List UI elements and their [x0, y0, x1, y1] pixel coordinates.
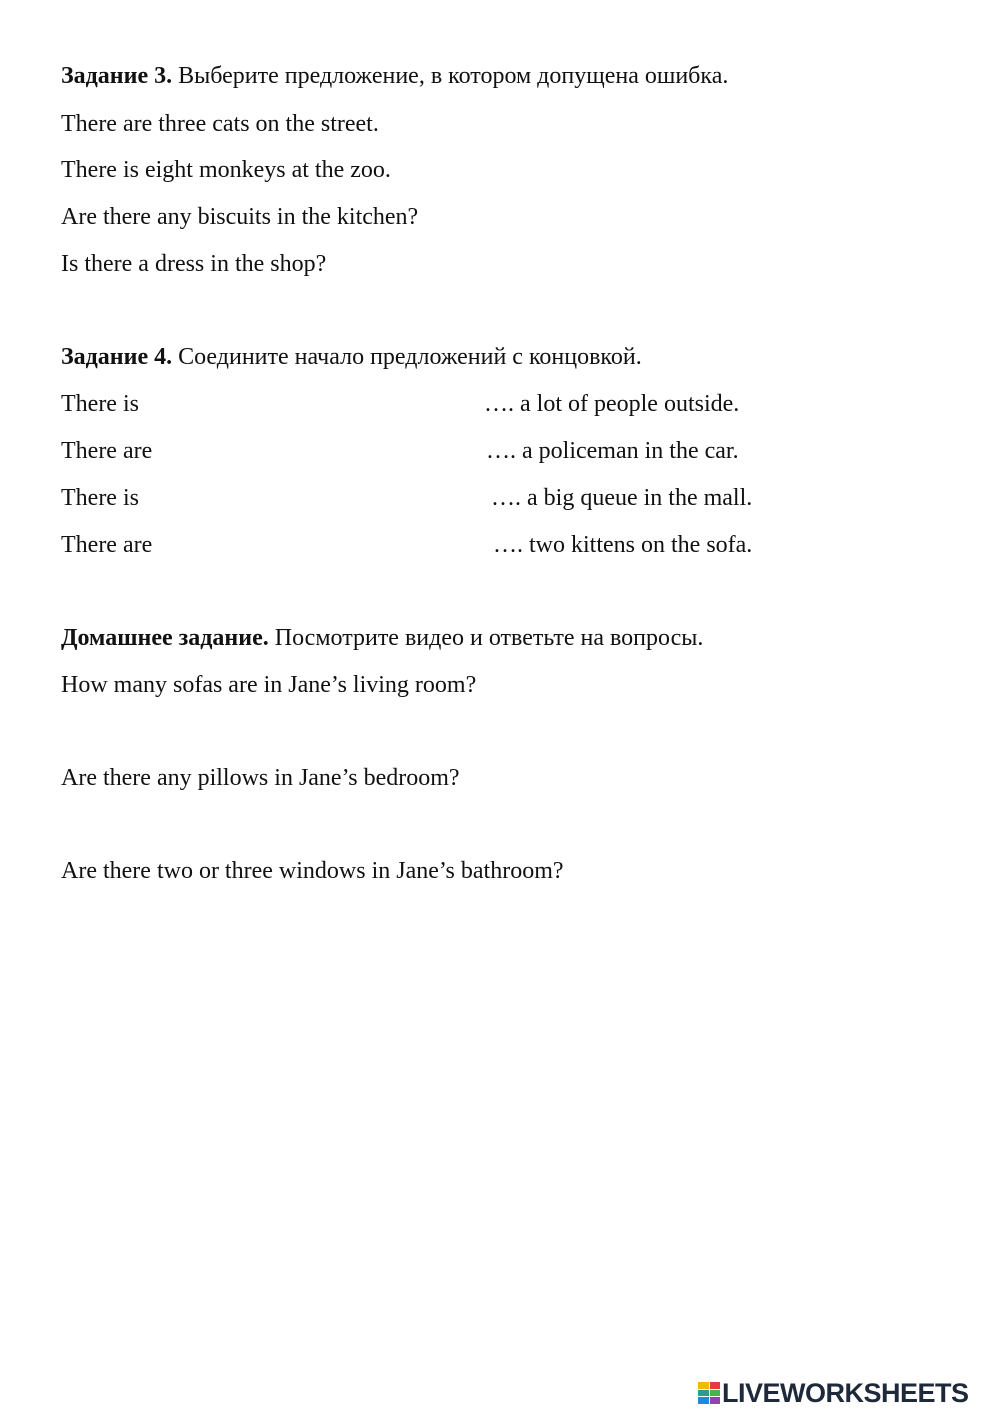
liveworksheets-logo [698, 1378, 969, 1408]
homework-heading-title: Домашнее задание. [61, 625, 269, 651]
task4-beginning: There are [61, 532, 153, 558]
task3-heading-number: Задание 3. [61, 63, 173, 89]
logo-square [710, 1397, 721, 1404]
homework-heading [61, 623, 703, 653]
logo-square [698, 1390, 709, 1397]
logo-text: LIVEWORKSHEETS [722, 1378, 969, 1408]
task4-ending: …. two kittens on the sofa. [493, 532, 753, 558]
task4-beginning: There are [61, 438, 153, 464]
task4-ending: …. a big queue in the mall. [491, 485, 753, 511]
task4-heading-number: Задание 4. [61, 344, 173, 370]
task3-sentence: Is there a dress in the shop? [61, 251, 327, 277]
task3-sentence: There are three cats on the street. [61, 111, 379, 137]
task4-beginning: There is [61, 485, 139, 511]
logo-square [710, 1390, 721, 1397]
logo-square [710, 1382, 721, 1389]
task3-sentence: There is eight monkeys at the zoo. [61, 157, 391, 183]
task3-sentence: Are there any biscuits in the kitchen? [61, 204, 419, 230]
logo-square [698, 1382, 709, 1389]
task4-beginning: There is [61, 391, 139, 417]
liveworksheets-logo-icon [698, 1382, 720, 1404]
homework-question: How many sofas are in Jane’s living room? [61, 672, 477, 698]
task4-heading [61, 342, 642, 372]
task4-ending: …. a policeman in the car. [486, 438, 739, 464]
homework-heading-instruction: Посмотрите видео и ответьте на вопросы. [268, 625, 704, 651]
task4-ending: …. a lot of people outside. [484, 391, 740, 417]
task4-heading-instruction: Соедините начало предложений с концовкой. [172, 344, 642, 370]
logo-square [698, 1397, 709, 1404]
task3-heading-instruction: Выберите предложение, в котором допущена ошибка. [172, 63, 729, 89]
homework-question: Are there any pillows in Jane’s bedroom? [61, 765, 460, 791]
homework-question: Are there two or three windows in Jane’s bathroom? [61, 858, 564, 884]
task3-heading [61, 61, 728, 91]
